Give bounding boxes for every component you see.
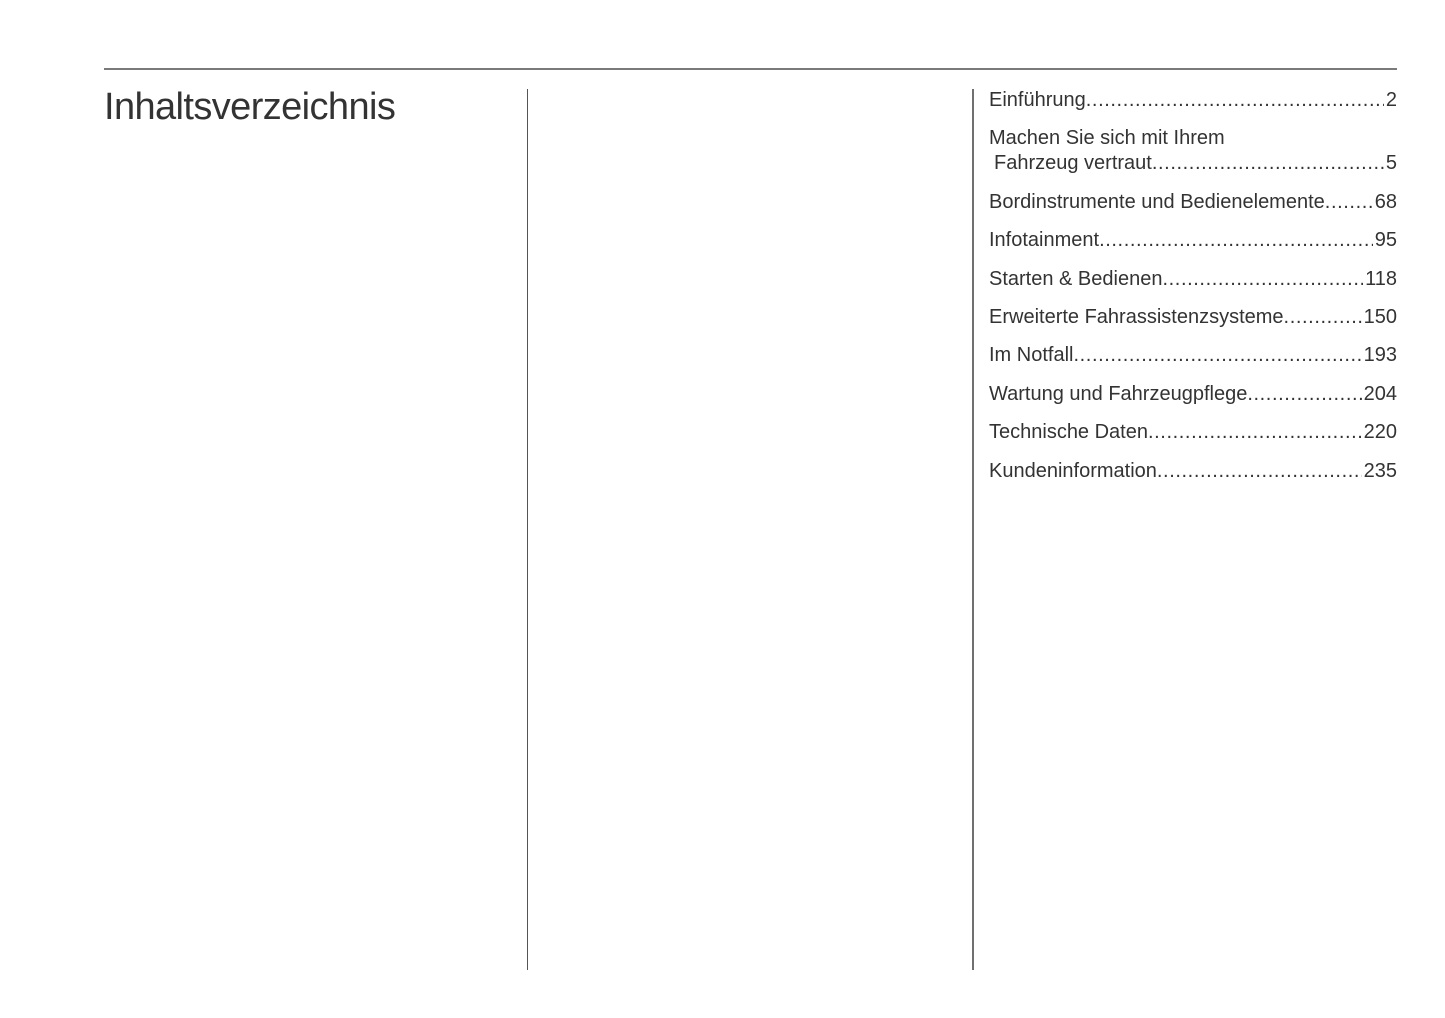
dot-leader	[1073, 343, 1361, 368]
toc-item-fahrassistenzsysteme[interactable]	[989, 305, 1397, 330]
toc-page-number: 95	[1374, 229, 1397, 252]
toc-item-starten-bedienen[interactable]	[989, 267, 1397, 292]
toc-item-bordinstrumente[interactable]	[989, 190, 1397, 215]
toc-label: Starten & Bedienen	[989, 267, 1163, 290]
toc-label: Im Notfall	[989, 344, 1074, 367]
toc-label: Fahrzeug vertraut	[994, 152, 1152, 175]
toc-item-technische-daten[interactable]	[989, 420, 1397, 445]
toc-label: Kundeninformation	[989, 459, 1157, 482]
dot-leader	[1247, 382, 1361, 407]
toc-item-infotainment[interactable]	[989, 228, 1397, 253]
column-divider-left	[527, 89, 528, 970]
toc-label: Technische Daten	[989, 421, 1148, 444]
dot-leader	[1325, 190, 1373, 215]
toc-label: Infotainment	[989, 229, 1100, 252]
dot-leader	[1162, 267, 1363, 292]
toc-item-einfuehrung[interactable]	[989, 88, 1397, 113]
dot-leader	[1152, 151, 1384, 176]
toc-item-im-notfall[interactable]	[989, 343, 1397, 368]
toc-page-number: 5	[1385, 152, 1397, 175]
toc-page-number: 235	[1363, 459, 1397, 482]
toc-label: Erweiterte Fahrassistenzsysteme	[989, 305, 1284, 328]
toc-page-number: 118	[1365, 267, 1397, 290]
toc-label: Wartung und Fahrzeugpflege	[989, 382, 1248, 405]
page-title: Inhaltsverzeichnis	[104, 86, 396, 128]
toc-page-number: 204	[1363, 382, 1397, 405]
toc-label: Bordinstrumente und Bedienelemente	[989, 190, 1325, 213]
toc-page-number: 150	[1363, 305, 1397, 328]
toc-item-wartung[interactable]	[989, 382, 1397, 407]
column-divider-right	[972, 89, 974, 970]
toc-page-number: 220	[1363, 421, 1397, 444]
toc-page-number: 2	[1385, 89, 1397, 111]
dot-leader	[1148, 420, 1362, 445]
toc-item-fahrzeug-vertraut[interactable]	[989, 126, 1397, 176]
toc-label-line1: Machen Sie sich mit Ihrem	[989, 127, 1225, 150]
header-rule	[104, 68, 1397, 70]
toc-page-number: 68	[1374, 190, 1397, 213]
dot-leader	[1099, 228, 1373, 253]
toc-page-number: 193	[1363, 344, 1397, 367]
toc-label: Einführung	[989, 89, 1086, 111]
dot-leader	[1284, 305, 1362, 330]
dot-leader	[1086, 88, 1384, 113]
toc-item-kundeninformation[interactable]	[989, 459, 1397, 484]
dot-leader	[1157, 459, 1362, 484]
table-of-contents	[989, 88, 1397, 497]
